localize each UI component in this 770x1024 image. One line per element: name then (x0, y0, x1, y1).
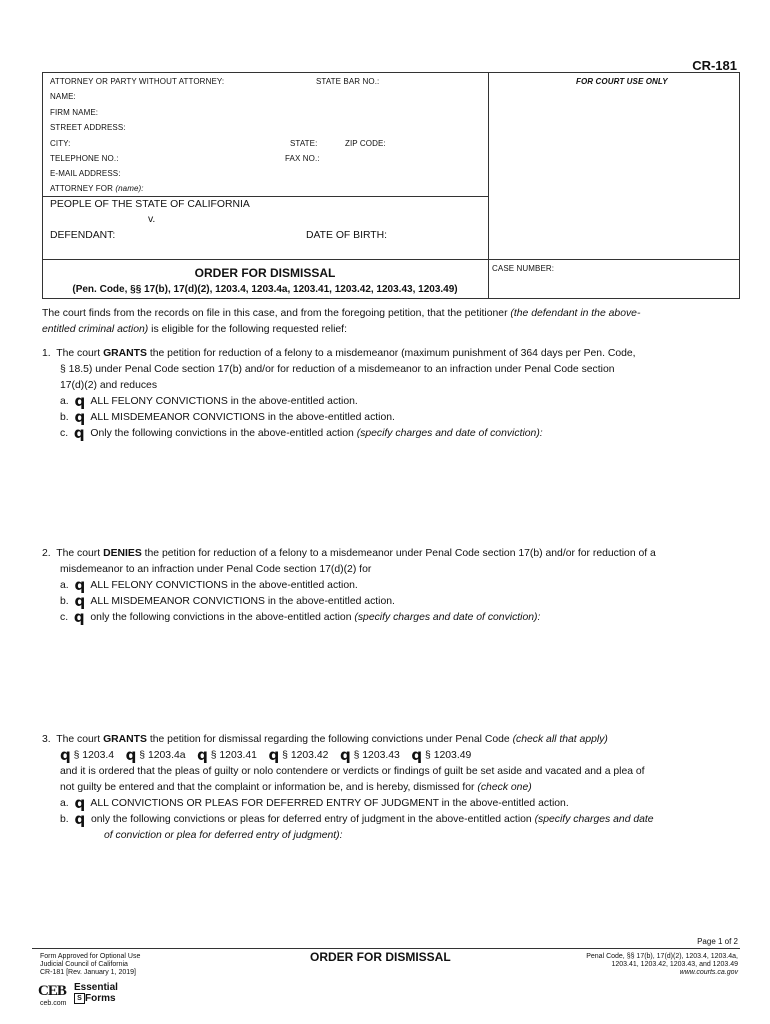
section-2-item-c: c. q only the following convictions in the above-entitled action (specify charges and date of conviction): (60, 608, 541, 626)
firm-label: FIRM NAME: (50, 108, 99, 117)
checkbox-1203-43[interactable]: q (339, 746, 351, 764)
section-2-item-a: a. q ALL FELONY CONVICTIONS in the above-entitled action. (60, 576, 358, 594)
versus-label: v. (148, 214, 156, 225)
checkbox-1203-4[interactable]: q (60, 746, 71, 764)
defendant-label: DEFENDANT: (50, 230, 116, 241)
checkbox-1203-41[interactable]: q (197, 746, 208, 764)
section-3-item-a: a. q ALL CONVICTIONS OR PLEAS FOR DEFERRED ENTRY OF JUDGMENT in the above-entitled action. (60, 794, 569, 812)
fax-label: FAX NO.: (285, 154, 320, 163)
dob-label: DATE OF BIRTH: (306, 230, 388, 241)
checkbox-2b[interactable]: q (74, 592, 86, 610)
people-label: PEOPLE OF THE STATE OF CALIFORNIA (50, 199, 250, 210)
state-label: STATE: (290, 139, 318, 148)
footer-rule (32, 948, 740, 949)
checkbox-1b[interactable]: q (74, 408, 86, 426)
section-2-item-b: b. q ALL MISDEMEANOR CONVICTIONS in the above-entitled action. (60, 592, 395, 610)
name-label: NAME: (50, 92, 76, 101)
checkbox-1c[interactable]: q (73, 424, 85, 442)
section-1-item-c: c. q Only the following convictions in the above-entitled action (specify charges and date of conviction): (60, 424, 543, 442)
penal-code-options: q § 1203.4 q § 1203.4a q § 1203.41 q § 1203.42 q § 1203.43 q § 1203.49 (60, 746, 472, 764)
form-id: CR-181 (692, 58, 737, 73)
footer-title: ORDER FOR DISMISSAL (310, 950, 451, 964)
checkbox-3b[interactable]: q (74, 810, 86, 828)
email-label: E-MAIL ADDRESS: (50, 169, 121, 178)
intro-paragraph: The court finds from the records on file in this case, and from the foregoing petition, that the petitioner (the defendant in the above- entitled criminal action) is eligible for the following requested relief: (42, 308, 641, 335)
checkbox-1203-42[interactable]: q (268, 746, 280, 764)
checkbox-1203-4a[interactable]: q (125, 746, 137, 764)
city-label: CITY: (50, 139, 71, 148)
essential-forms-logo: Essential S Forms (74, 982, 118, 1005)
footer-left: Form Approved for Optional Use Judicial Council of California CR-181 [Rev. January 1, 2019] (40, 953, 141, 976)
section-1: 1. The court GRANTS the petition for reduction of a felony to a misdemeanor (maximum punishment of 364 days per Pen. Code, § 18.5) under Penal Code section 17(b) and/or for reduction of a misdemeanor to an infraction under Penal Code section 17(d)(2) and reduces a. q ALL FELONY CONVICTIONS in the above-entitled action. b. q ALL MISDEMEANOR CONVICTIONS in the above-entitled action. c. q Only the following convictions in the above-entitled action (specify charges and date of conviction): (42, 346, 747, 442)
section-2: 2. The court DENIES the petition for reduction of a felony to a misdemeanor under Penal Code section 17(b) and/or for reduction of a misdemeanor to an infraction under Penal Code section 17(d)(2) for a. q ALL FELONY CONVICTIONS in the above-entitled action. b. q ALL MISDEMEANOR CONVICTIONS in the above-entitled action. c. q only the following convictions in the above-entitled action (specify charges and date of conviction): (42, 546, 747, 626)
section-3: 3. The court GRANTS the petition for dismissal regarding the following convictions under Penal Code (check all that apply) q § 1203.4 q § 1203.4a q § 1203.41 q § 1203.42 q § 1203.43 q § 1203.49 and it is ordered that the pleas of guilty or nolo contendere or verdicts or findings of guilt be set aside and vacated and a plea of not guilty be entered and that the complaint or information be, and is hereby, dismissed for (check one) a. q ALL CONVICTIONS OR PLEAS FOR DEFERRED ENTRY OF JUDGMENT in the above-entitled action. b. q only the following convictions or pleas for deferred entry of judgment in the above-entitled action (specify charges and date of conviction or plea for deferred entry of judgment): (42, 732, 747, 844)
court-use-label: FOR COURT USE ONLY (576, 77, 668, 86)
footer-right: Penal Code, §§ 17(b), 17(d)(2), 1203.4, 1203.4a, 1203.41, 1203.42, 1203.43, and 1203.49 www.courts.ca.gov (586, 953, 738, 976)
section-3-item-b: b. q only the following convictions or pleas for deferred entry of judgment in the above-entitled action (specify charges and date (60, 810, 654, 828)
checkbox-1203-49[interactable]: q (411, 746, 423, 764)
ceb-logo-sub: ceb.com (40, 1000, 67, 1007)
street-label: STREET ADDRESS: (50, 123, 126, 132)
checkbox-3a[interactable]: q (74, 794, 86, 812)
divider (42, 196, 488, 197)
form-title: ORDER FOR DISMISSAL (194, 266, 336, 280)
checkbox-1a[interactable]: q (74, 392, 86, 410)
section-1-item-a: a. q ALL FELONY CONVICTIONS in the above-entitled action. (60, 392, 358, 410)
case-number-label: CASE NUMBER: (492, 264, 555, 273)
court-use-box (488, 72, 740, 260)
checkbox-2c[interactable]: q (73, 608, 85, 626)
checkbox-2a[interactable]: q (74, 576, 86, 594)
form-subtitle: (Pen. Code, §§ 17(b), 17(d)(2), 1203.4, 1203.4a, 1203.41, 1203.42, 1203.43, 1203.49) (72, 284, 458, 295)
bar-number-label: STATE BAR NO.: (316, 77, 380, 86)
attorney-label: ATTORNEY OR PARTY WITHOUT ATTORNEY: (50, 77, 225, 86)
zip-label: ZIP CODE: (345, 139, 386, 148)
phone-label: TELEPHONE NO.: (50, 154, 119, 163)
page-number: Page 1 of 2 (697, 937, 738, 946)
section-1-item-b: b. q ALL MISDEMEANOR CONVICTIONS in the above-entitled action. (60, 408, 395, 426)
ceb-logo: CEB (38, 983, 66, 999)
attorney-for-label: ATTORNEY FOR (name): (50, 184, 144, 193)
